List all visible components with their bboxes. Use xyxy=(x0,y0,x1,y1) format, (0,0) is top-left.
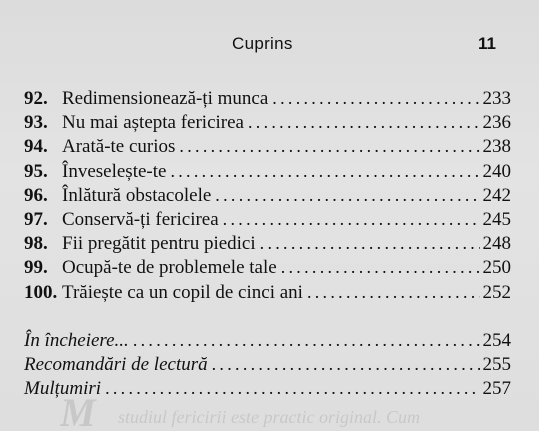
chapter-number: 96. xyxy=(24,184,48,206)
toc-entry xyxy=(24,112,511,136)
toc-entry xyxy=(24,209,511,233)
back-matter-list xyxy=(24,330,511,403)
chapter-page: 236 xyxy=(482,112,511,134)
bleed-through-initial: M xyxy=(60,395,96,431)
back-matter-entry xyxy=(24,378,511,402)
chapter-title: Fii pregătit pentru piedici xyxy=(62,233,256,255)
back-matter-page: 255 xyxy=(482,354,511,376)
chapter-number: 98. xyxy=(24,233,48,255)
toc-entry xyxy=(24,233,511,257)
chapter-number: 100. xyxy=(24,281,58,303)
dot-leader xyxy=(179,136,479,157)
chapter-title: Nu mai aștepta fericirea xyxy=(62,112,244,134)
dot-leader xyxy=(212,354,480,375)
back-matter-title: Mulțumiri xyxy=(24,378,102,400)
chapter-page: 240 xyxy=(482,160,511,182)
dot-leader xyxy=(272,88,479,109)
chapter-page: 248 xyxy=(482,233,511,255)
chapter-number: 99. xyxy=(24,257,48,279)
dot-leader xyxy=(133,330,480,351)
back-matter-title: În încheiere... xyxy=(24,330,129,351)
chapter-number: 93. xyxy=(24,112,48,134)
dot-leader xyxy=(281,257,480,278)
running-header-title: Cuprins xyxy=(232,34,293,53)
chapter-page: 252 xyxy=(482,281,511,303)
chapter-title: Trăiește ca un copil de cinci ani xyxy=(62,281,303,303)
dot-leader xyxy=(260,233,480,254)
toc-entry xyxy=(24,136,511,160)
back-matter-page: 254 xyxy=(482,330,511,351)
chapter-number: 95. xyxy=(24,160,48,182)
chapter-page: 233 xyxy=(482,88,511,109)
toc-entry xyxy=(24,185,511,209)
chapter-number: 97. xyxy=(24,208,48,230)
chapter-page: 242 xyxy=(482,184,511,206)
dot-leader xyxy=(248,112,480,133)
page-number: 11 xyxy=(478,34,496,53)
chapter-title: Ocupă-te de problemele tale xyxy=(62,257,277,279)
dot-leader xyxy=(223,209,480,230)
bleed-through-line: studiul fericirii este practic original. Cum xyxy=(118,407,420,427)
chapter-title: Conservă-ți fericirea xyxy=(62,208,219,230)
chapter-number: 94. xyxy=(24,136,48,158)
dot-leader xyxy=(170,161,479,182)
toc-entry xyxy=(24,282,511,306)
back-matter-entry xyxy=(24,330,511,354)
chapter-number: 92. xyxy=(24,88,48,109)
dot-leader xyxy=(307,282,480,303)
dot-leader xyxy=(105,378,479,399)
dot-leader xyxy=(215,185,479,206)
chapter-page: 238 xyxy=(482,136,511,158)
back-matter-page: 257 xyxy=(482,378,511,400)
chapter-page: 245 xyxy=(482,208,511,230)
chapter-title: Arată-te curios xyxy=(62,136,176,158)
toc-entry xyxy=(24,161,511,185)
table-of-contents xyxy=(24,88,511,306)
back-matter-entry xyxy=(24,354,511,378)
toc-entry xyxy=(24,88,511,112)
chapter-title: Înveselește-te xyxy=(62,160,167,182)
chapter-title: Înlătură obstacolele xyxy=(62,184,212,206)
toc-entry xyxy=(24,257,511,281)
chapter-page: 250 xyxy=(482,257,511,279)
back-matter-title: Recomandări de lectură xyxy=(24,354,208,376)
chapter-title: Redimensionează-ți munca xyxy=(62,88,269,109)
